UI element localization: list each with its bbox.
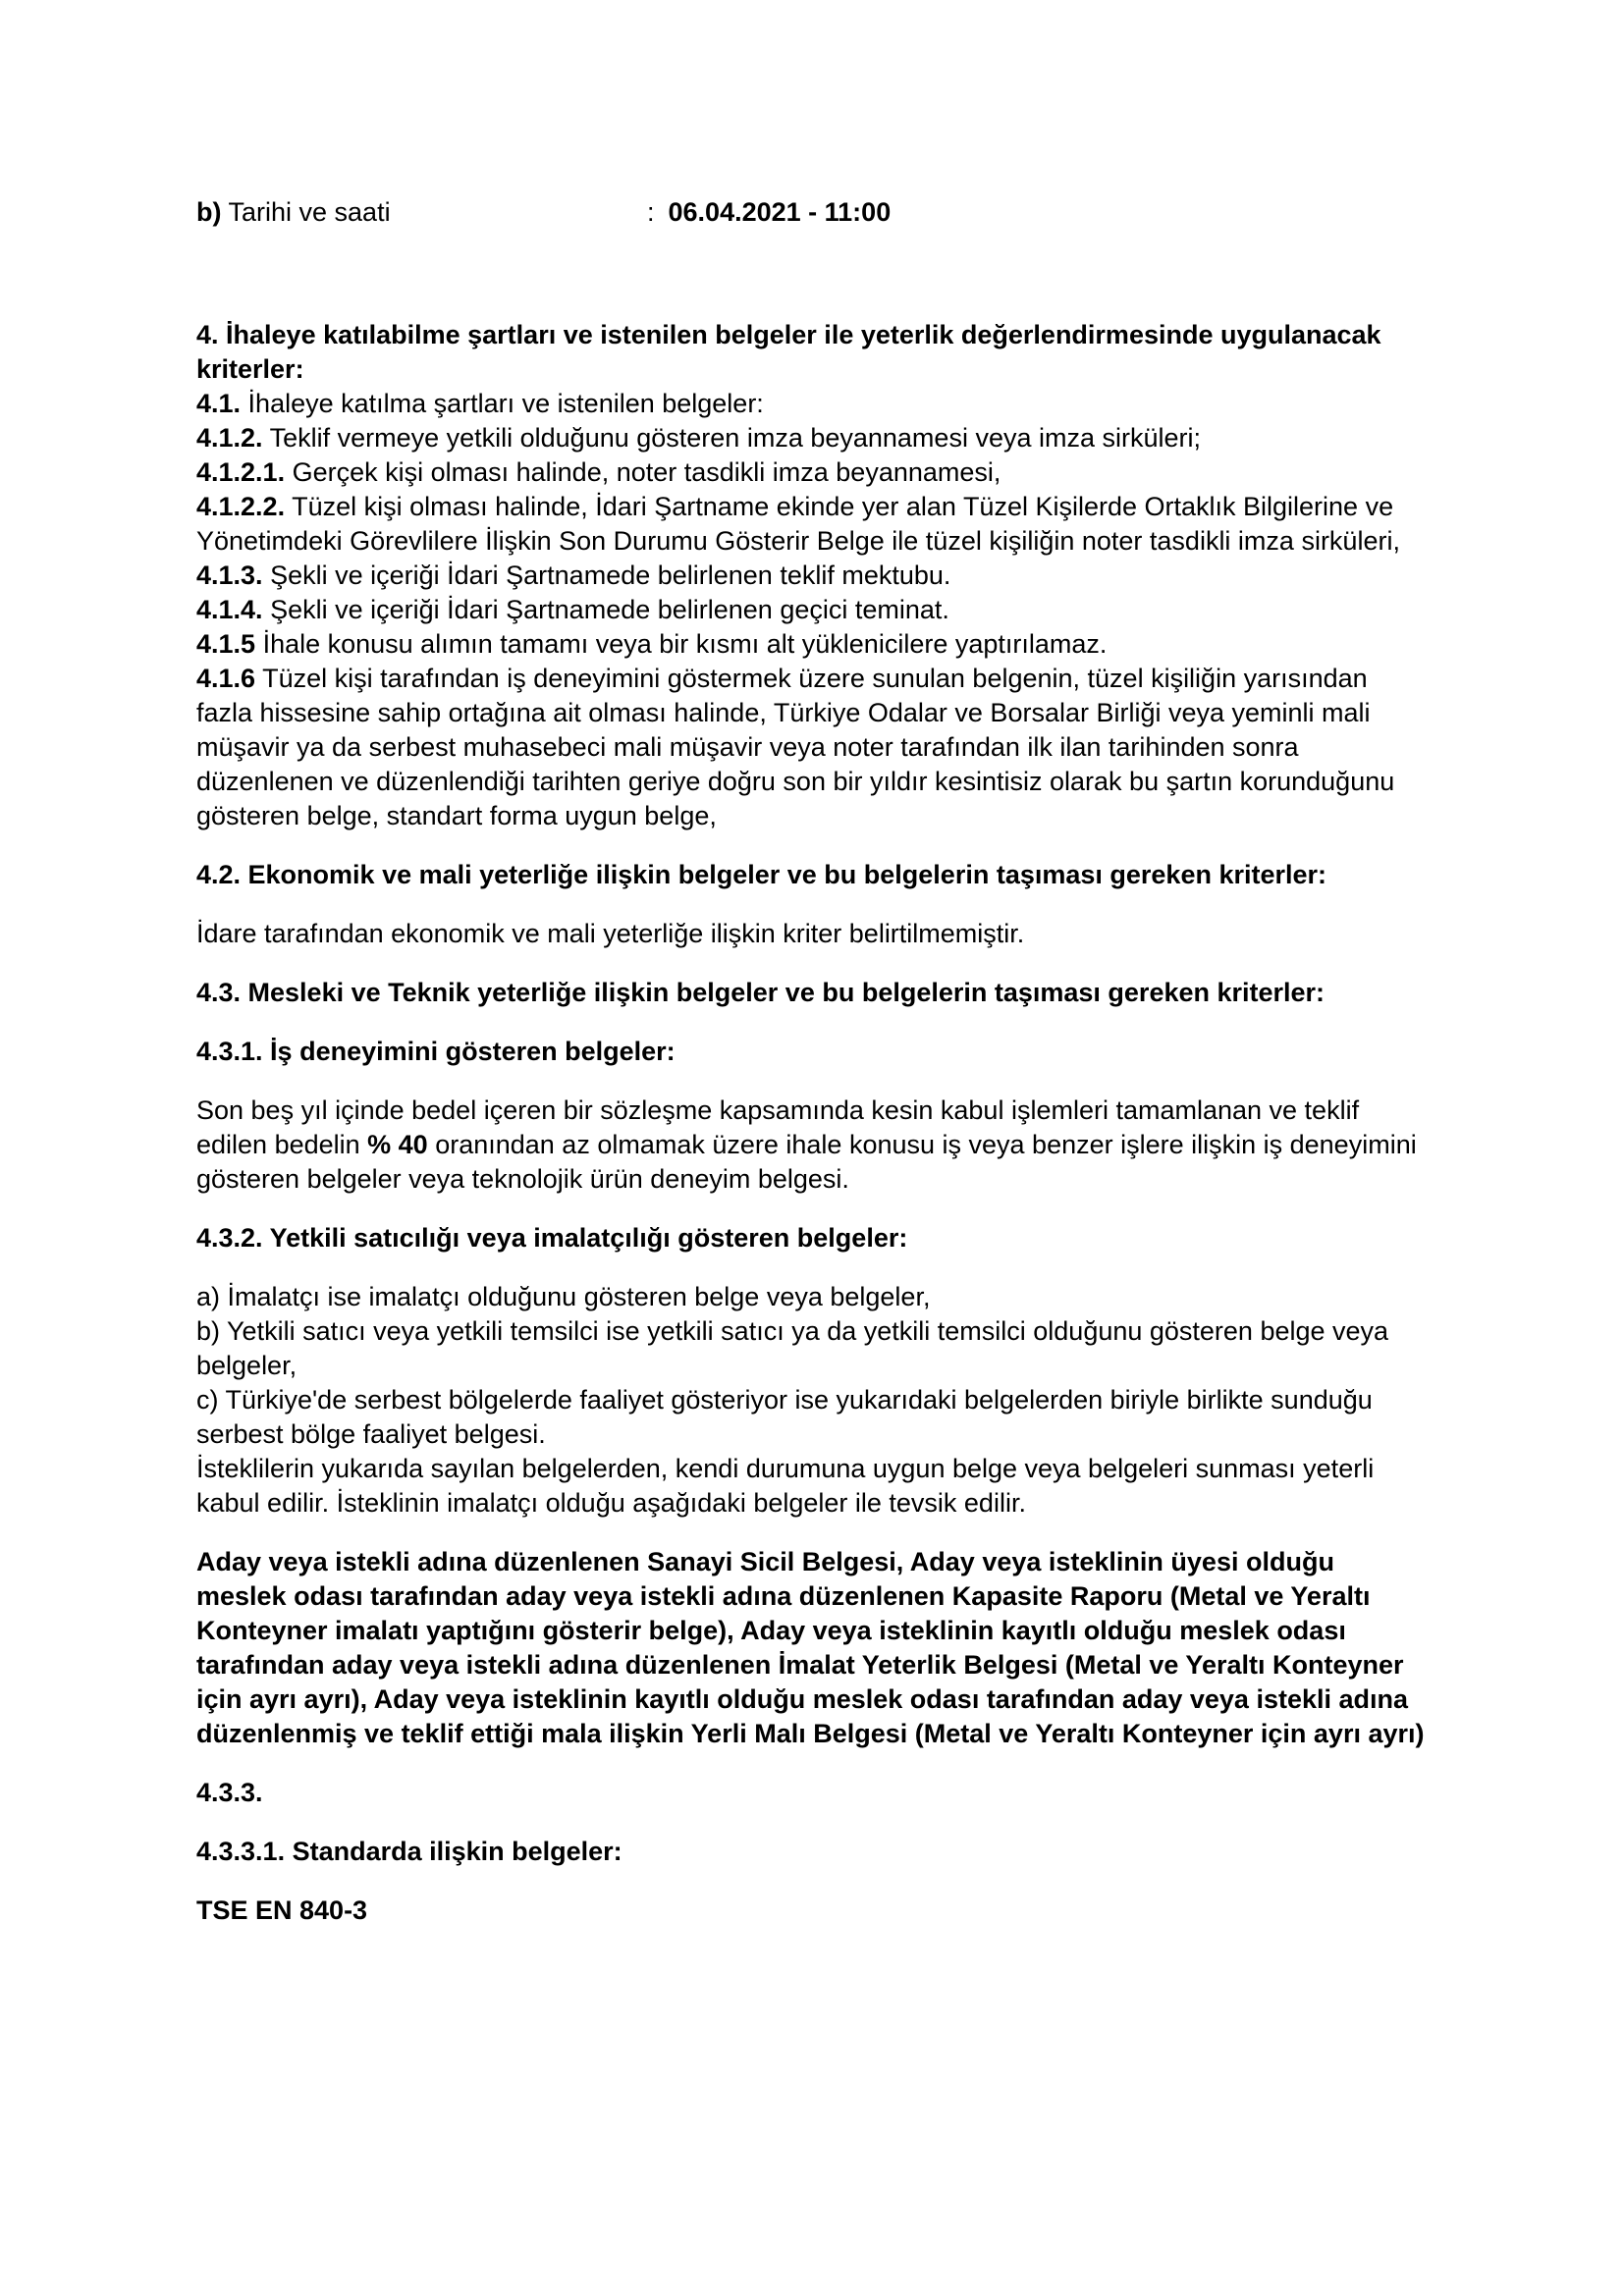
percent-40-value: % 40 (367, 1130, 428, 1159)
clause-number: 4.1.6 (196, 664, 256, 693)
list-item-b: b) Yetkili satıcı veya yetkili temsilci ise yetkili satıcı ya da yetkili temsilci olduğunu gösteren belge veya belgeler, (196, 1316, 1389, 1380)
date-time-separator: : (647, 197, 655, 227)
date-time-label-prefix: b) (196, 197, 222, 227)
clause-number: 4.1.3. (196, 561, 263, 590)
list-item-a: a) İmalatçı ise imalatçı olduğunu gösteren belge veya belgeler, (196, 1282, 931, 1311)
date-time-row (196, 195, 1427, 230)
clause-text: İhale konusu alımın tamamı veya bir kısmı alt yüklenicilere yaptırılamaz. (255, 629, 1108, 659)
section-4-2-body: İdare tarafından ekonomik ve mali yeterliğe ilişkin kriter belirtilmemiştir. (196, 919, 1025, 948)
date-time-label-text: Tarihi ve saati (221, 197, 391, 227)
clause-text: Tüzel kişi tarafından iş deneyimini göstermek üzere sunulan belgenin, tüzel kişiliğin yarısından fazla hissesine sahip ortağına ait olması halinde, Türkiye Odalar ve Borsalar Birliği veya yeminli mali müşavir ya da serbest muhasebeci mali müşavir veya noter tarafından ilk ilan tarihinden sonra düzenlenen ve düzenlendiği tarihten geriye doğru son bir yıldır kesintisiz olarak bu şartın korunduğunu gösteren belge, standart forma uygun belge, (196, 664, 1395, 830)
clause-text: Tüzel kişi olması halinde, İdari Şartname ekinde yer alan Tüzel Kişilerde Ortaklık Bilgilerine ve Yönetimdeki Görevlilere İlişkin Son Durumu Gösterir Belge ile tüzel kişiliğin noter tasdikli imza sirküleri, (196, 492, 1400, 556)
body-text-before: Son beş yıl içinde bedel içeren bir sözleşme kapsamında kesin kabul işlemleri tamamlanan ve teklif edilen bedelin (196, 1095, 1360, 1159)
date-time-label (196, 195, 647, 230)
section-4-2-heading: 4.2. Ekonomik ve mali yeterliğe ilişkin belgeler ve bu belgelerin taşıması gereken kriterler: (196, 860, 1327, 889)
clause-number: 4.1.2.2. (196, 492, 286, 521)
clause-number: 4.1.4. (196, 595, 263, 624)
clause-4-1-2 (196, 421, 1427, 455)
clause-4-1-3 (196, 559, 1427, 593)
manufacturer-evidence-paragraph: Aday veya istekli adına düzenlenen Sanayi Sicil Belgesi, Aday veya isteklinin üyesi olduğu meslek odası tarafından aday veya istekli adına düzenlenen Kapasite Raporu (Metal ve Yeraltı Konteyner imalatı yaptığını gösterir belge), Aday veya isteklinin kayıtlı olduğu meslek odası tarafından aday veya istekli adına düzenlenen İmalat Yeterlik Belgesi (Metal ve Yeraltı Konteyner için ayrı ayrı), Aday veya isteklinin kayıtlı olduğu meslek odası tarafından aday veya istekli adına düzenlenmiş ve teklif ettiği mala ilişkin Yerli Malı Belgesi (Metal ve Yeraltı Konteyner için ayrı ayrı) (196, 1547, 1425, 1748)
clause-4-1-2-2 (196, 490, 1427, 559)
clause-4-1-4 (196, 593, 1427, 627)
date-time-value: 06.04.2021 - 11:00 (668, 197, 892, 227)
clause-text: Şekli ve içeriği İdari Şartnamede belirlenen teklif mektubu. (262, 561, 951, 590)
clause-number: 4.1. (196, 389, 242, 418)
section-4-3-2-heading: 4.3.2. Yetkili satıcılığı veya imalatçılığı gösteren belgeler: (196, 1223, 908, 1253)
clause-text: Teklif vermeye yetkili olduğunu gösteren imza beyannamesi veya imza sirküleri; (262, 423, 1201, 453)
clause-text: İhaleye katılma şartları ve istenilen belgeler: (241, 389, 764, 418)
section-4-3-3-1-heading: 4.3.3.1. Standarda ilişkin belgeler: (196, 1837, 622, 1866)
clause-4-1 (196, 387, 1427, 421)
clause-number: 4.1.2.1. (196, 457, 286, 487)
section-4-3-heading: 4.3. Mesleki ve Teknik yeterliğe ilişkin belgeler ve bu belgelerin taşıması gereken kriterler: (196, 978, 1325, 1007)
clause-text: Şekli ve içeriği İdari Şartnamede belirlenen geçici teminat. (262, 595, 949, 624)
list-item-c: c) Türkiye'de serbest bölgelerde faaliyet gösteriyor ise yukarıdaki belgelerden biriyle birlikte sunduğu serbest bölge faaliyet belgesi. (196, 1385, 1373, 1449)
section-4-3-1-body (196, 1094, 1427, 1197)
section-4-heading: 4. İhaleye katılabilme şartları ve istenilen belgeler ile yeterlik değerlendirmesinde uygulanacak kriterler: (196, 320, 1381, 384)
standard-code: TSE EN 840-3 (196, 1896, 368, 1925)
clause-text: Gerçek kişi olması halinde, noter tasdikli imza beyannamesi, (285, 457, 1001, 487)
document-content (196, 195, 1427, 1928)
body-text-after: oranından az olmamak üzere ihale konusu iş veya benzer işlere ilişkin iş deneyimini gösteren belgeler veya teknolojik ürün deneyim belgesi. (196, 1130, 1417, 1194)
clause-4-1-6 (196, 662, 1427, 833)
clause-number: 4.1.2. (196, 423, 263, 453)
section-4-3-1-heading: 4.3.1. İş deneyimini gösteren belgeler: (196, 1037, 676, 1066)
clause-4-1-5 (196, 627, 1427, 662)
clause-4-1-2-1 (196, 455, 1427, 490)
clause-number: 4.1.5 (196, 629, 256, 659)
section-4-3-3-number: 4.3.3. (196, 1778, 263, 1807)
list-note: İsteklilerin yukarıda sayılan belgelerden, kendi durumuna uygun belge veya belgeleri sunması yeterli kabul edilir. İsteklinin imalatçı olduğu aşağıdaki belgeler ile tevsik edilir. (196, 1454, 1375, 1518)
